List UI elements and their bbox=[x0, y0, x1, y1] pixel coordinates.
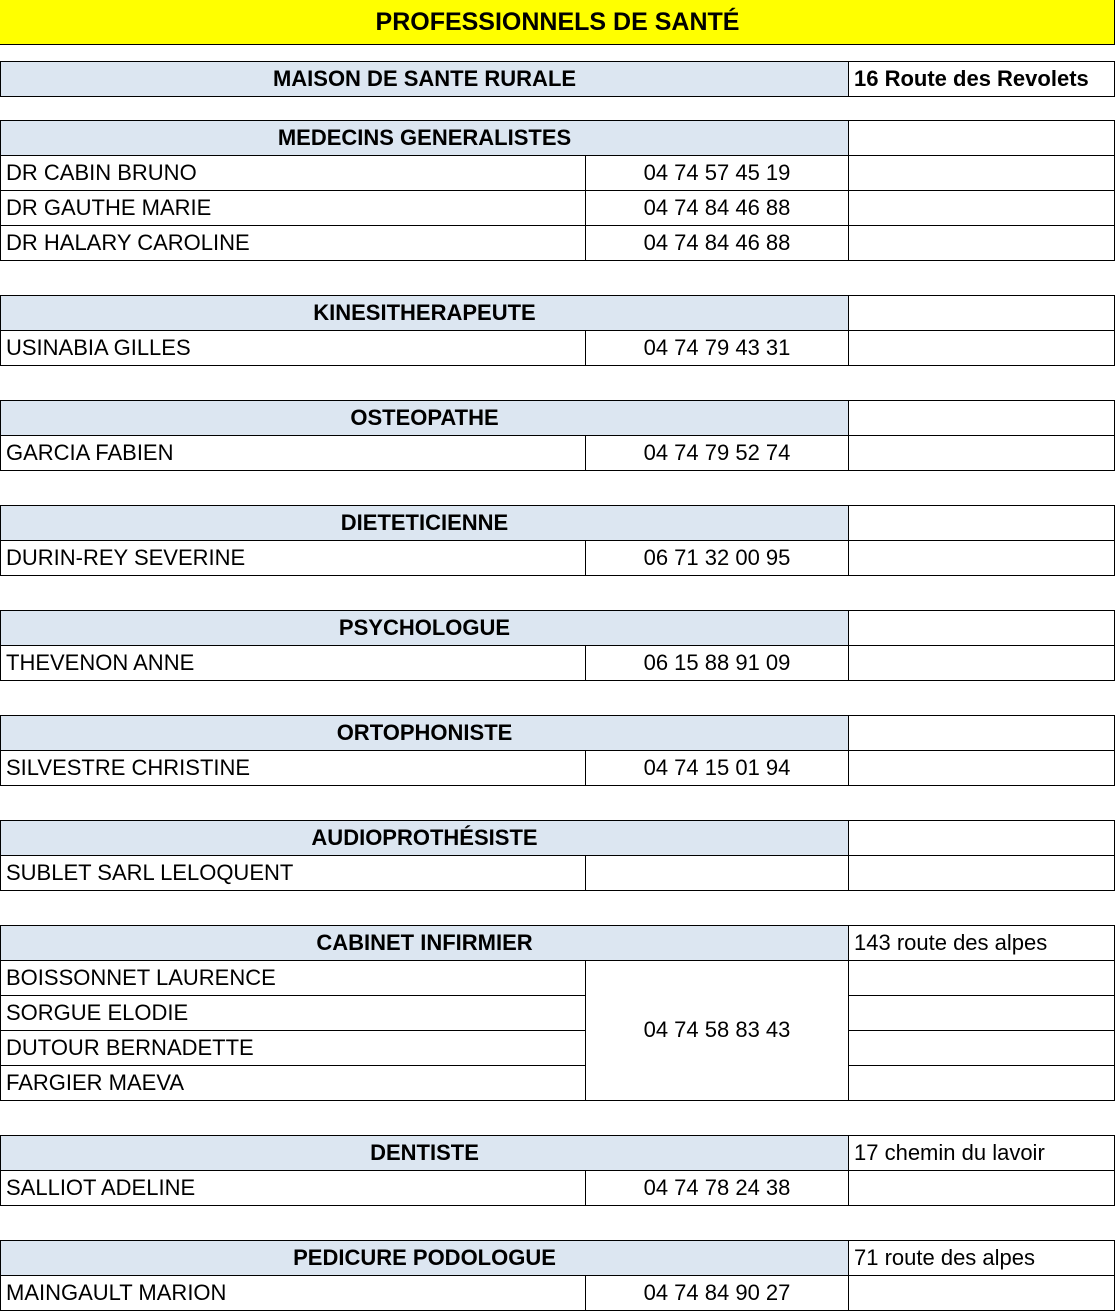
section-address-osteopathe bbox=[849, 400, 1114, 435]
section-address-ortophoniste bbox=[849, 715, 1114, 750]
grid-line bbox=[0, 61, 1115, 62]
maison-address: 16 Route des Revolets bbox=[854, 65, 1089, 91]
entry-note bbox=[849, 225, 1114, 260]
maison-name: MAISON DE SANTE RURALE bbox=[1, 61, 848, 96]
section-heading-pedicure-podologue: PEDICURE PODOLOGUE bbox=[1, 1240, 848, 1275]
grid-line bbox=[585, 155, 586, 261]
grid-line bbox=[848, 1135, 849, 1206]
entry-name: FARGIER MAEVA bbox=[6, 1069, 185, 1095]
section-heading-psychologue: PSYCHOLOGUE bbox=[1, 610, 848, 645]
entry-note bbox=[849, 190, 1114, 225]
entry-name: SORGUE ELODIE bbox=[6, 999, 189, 1025]
section-heading-osteopathe: OSTEOPATHE bbox=[1, 400, 848, 435]
grid-line bbox=[848, 715, 849, 786]
section-heading-cabinet-infirmier: CABINET INFIRMIER bbox=[1, 925, 848, 960]
entry-note bbox=[849, 540, 1114, 575]
section-address-dieteticienne bbox=[849, 505, 1114, 540]
grid-line bbox=[848, 400, 849, 471]
grid-line bbox=[585, 960, 586, 1101]
page-title: PROFESSIONNELS DE SANTÉ bbox=[0, 0, 1115, 44]
entry-name: GARCIA FABIEN bbox=[6, 439, 174, 465]
section-heading-audioprothesiste: AUDIOPROTHÉSISTE bbox=[1, 820, 848, 855]
entry-name: BOISSONNET LAURENCE bbox=[6, 964, 276, 990]
grid-line bbox=[0, 1135, 1115, 1136]
entry-name: SALLIOT ADELINE bbox=[6, 1174, 196, 1200]
grid-line bbox=[848, 925, 849, 1101]
section-address-dentiste: 17 chemin du lavoir bbox=[854, 1139, 1045, 1165]
entry-note bbox=[849, 995, 1114, 1030]
entry-name: THEVENON ANNE bbox=[6, 649, 195, 675]
grid-line bbox=[848, 120, 849, 261]
grid-line bbox=[0, 470, 1115, 471]
entry-phone bbox=[586, 855, 848, 890]
entry-name: DUTOUR BERNADETTE bbox=[6, 1034, 254, 1060]
grid-line bbox=[848, 295, 849, 366]
entry-name: SUBLET SARL LELOQUENT bbox=[6, 859, 294, 885]
entry-name: DR HALARY CAROLINE bbox=[6, 229, 250, 255]
entry-note bbox=[849, 645, 1114, 680]
grid-line bbox=[0, 1240, 1115, 1241]
entry-phone: 04 74 78 24 38 bbox=[643, 1174, 791, 1200]
grid-line bbox=[0, 890, 1115, 891]
entry-note bbox=[849, 1030, 1114, 1065]
section-address-pedicure-podologue: 71 route des alpes bbox=[854, 1244, 1036, 1270]
grid-line bbox=[585, 1170, 586, 1206]
entry-name: DR CABIN BRUNO bbox=[6, 159, 197, 185]
grid-line bbox=[0, 400, 1, 471]
grid-line bbox=[0, 365, 1115, 366]
section-address-medecins-generalistes bbox=[849, 120, 1114, 155]
grid-line bbox=[0, 120, 1115, 121]
grid-line bbox=[0, 295, 1, 366]
section-heading-dieteticienne: DIETETICIENNE bbox=[1, 505, 848, 540]
grid-line bbox=[0, 1240, 1, 1311]
section-heading-dentiste: DENTISTE bbox=[1, 1135, 848, 1170]
grid-line bbox=[585, 435, 586, 471]
grid-line bbox=[0, 1205, 1115, 1206]
grid-line bbox=[585, 750, 586, 786]
entry-note bbox=[849, 750, 1114, 785]
grid-line bbox=[0, 120, 1, 261]
shared-phone: 04 74 58 83 43 bbox=[643, 1017, 791, 1042]
grid-line bbox=[585, 540, 586, 576]
grid-line bbox=[0, 680, 1115, 681]
grid-line bbox=[0, 575, 1115, 576]
grid-line bbox=[848, 505, 849, 576]
grid-line bbox=[0, 400, 1115, 401]
entry-phone: 06 15 88 91 09 bbox=[643, 649, 791, 675]
entry-phone: 04 74 84 90 27 bbox=[643, 1279, 791, 1305]
grid-line bbox=[0, 260, 1115, 261]
entry-phone: 04 74 57 45 19 bbox=[643, 159, 791, 185]
grid-line bbox=[0, 925, 1, 1101]
entry-name: MAINGAULT MARION bbox=[6, 1279, 227, 1305]
grid-line bbox=[0, 96, 1115, 97]
entry-note bbox=[849, 435, 1114, 470]
grid-line bbox=[848, 1030, 1115, 1031]
section-heading-ortophoniste: ORTOPHONISTE bbox=[1, 715, 848, 750]
entry-note bbox=[849, 330, 1114, 365]
entry-note bbox=[849, 1275, 1114, 1310]
section-address-cabinet-infirmier: 143 route des alpes bbox=[854, 929, 1048, 955]
entry-note bbox=[849, 960, 1114, 995]
grid-line bbox=[0, 1135, 1, 1206]
grid-line bbox=[0, 715, 1115, 716]
entry-name: DR GAUTHE MARIE bbox=[6, 194, 212, 220]
grid-line bbox=[0, 785, 1115, 786]
grid-line bbox=[0, 610, 1115, 611]
grid-line bbox=[848, 995, 1115, 996]
entry-note bbox=[849, 1065, 1114, 1100]
entry-name: DURIN-REY SEVERINE bbox=[6, 544, 246, 570]
entry-name: SILVESTRE CHRISTINE bbox=[6, 754, 251, 780]
grid-line bbox=[0, 505, 1115, 506]
section-address-psychologue bbox=[849, 610, 1114, 645]
grid-line bbox=[0, 610, 1, 681]
grid-line bbox=[0, 505, 1, 576]
grid-line bbox=[848, 61, 849, 97]
entry-phone: 04 74 79 52 74 bbox=[643, 439, 791, 465]
entry-name: USINABIA GILLES bbox=[6, 334, 191, 360]
entry-note bbox=[849, 855, 1114, 890]
grid-line bbox=[585, 1275, 586, 1311]
entry-phone: 04 74 15 01 94 bbox=[643, 754, 791, 780]
entry-phone: 06 71 32 00 95 bbox=[643, 544, 791, 570]
grid-line bbox=[0, 44, 1115, 45]
grid-line bbox=[848, 1240, 849, 1311]
grid-line bbox=[585, 855, 586, 891]
entry-phone: 04 74 79 43 31 bbox=[643, 334, 791, 360]
grid-line bbox=[0, 1100, 1115, 1101]
section-heading-kinesitherapeute: KINESITHERAPEUTE bbox=[1, 295, 848, 330]
grid-line bbox=[0, 61, 1, 97]
grid-line bbox=[585, 645, 586, 681]
entry-note bbox=[849, 1170, 1114, 1205]
entry-phone: 04 74 84 46 88 bbox=[643, 194, 791, 220]
grid-line bbox=[0, 820, 1115, 821]
entry-phone: 04 74 84 46 88 bbox=[643, 229, 791, 255]
section-address-kinesitherapeute bbox=[849, 295, 1114, 330]
grid-line bbox=[0, 925, 1115, 926]
entry-note bbox=[849, 155, 1114, 190]
grid-line bbox=[848, 610, 849, 681]
section-address-audioprothesiste bbox=[849, 820, 1114, 855]
grid-line bbox=[0, 820, 1, 891]
grid-line bbox=[848, 1065, 1115, 1066]
grid-line bbox=[0, 295, 1115, 296]
section-heading-medecins-generalistes: MEDECINS GENERALISTES bbox=[1, 120, 848, 155]
grid-line bbox=[585, 330, 586, 366]
grid-line bbox=[0, 715, 1, 786]
grid-line bbox=[848, 820, 849, 891]
